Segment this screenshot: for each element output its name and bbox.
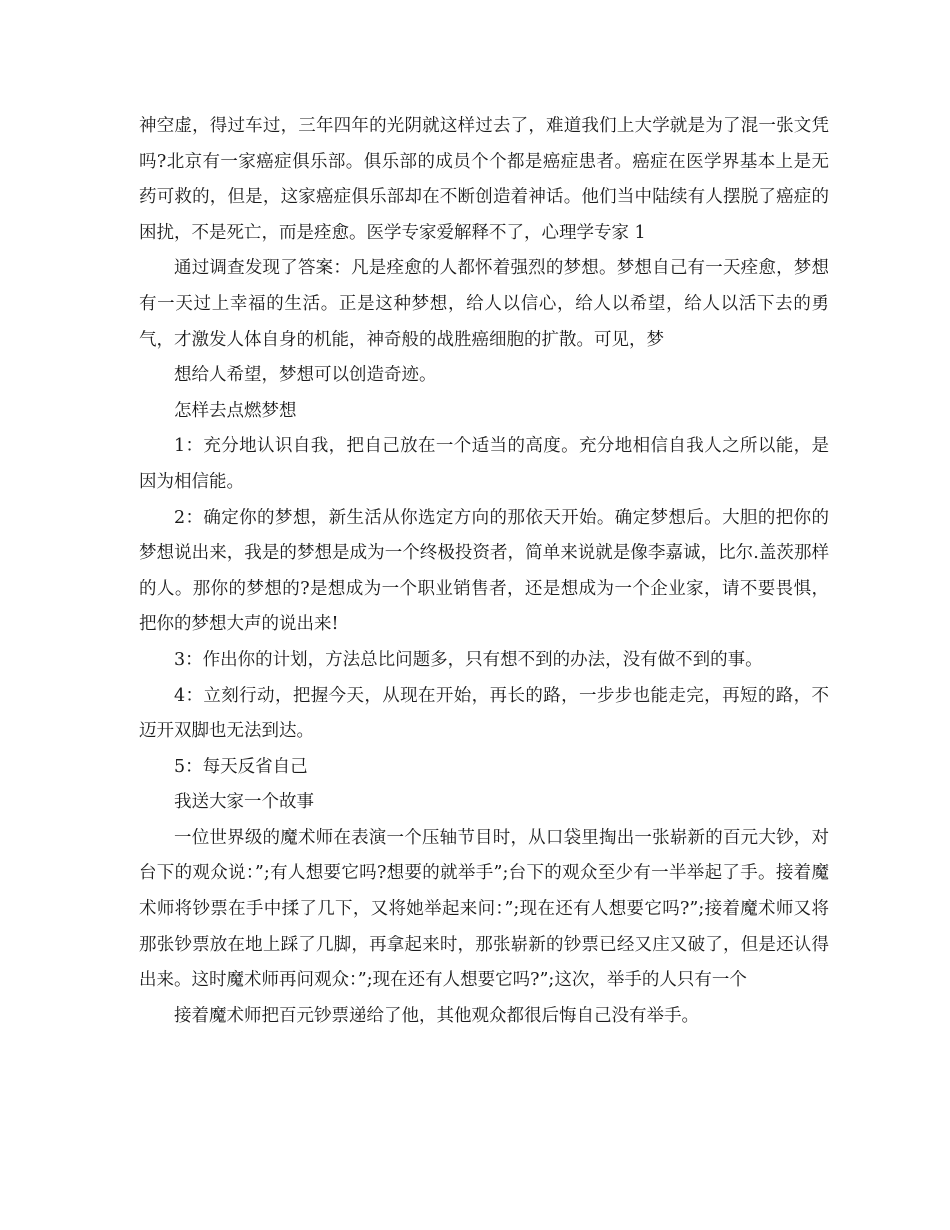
section-heading-ignite-dream: 怎样去点燃梦想 bbox=[174, 400, 297, 421]
paragraph-intro: 神空虚，得过车过，三年四年的光阴就这样过去了，难道我们上大学就是为了混一张文凭吗?北京有一家癌症俱乐部。俱乐部的成员个个都是癌症患者。癌症在医学界基本上是无药可救的，但是，这家癌症俱乐部却在不断创造着神话。他们当中陆续有人摆脱了癌症的困扰，不是死亡，而是痊愈。医学专家爱解释不了，心理学专家 1 bbox=[139, 116, 829, 243]
paragraph-hope: 想给人希望，梦想可以创造奇迹。 bbox=[174, 365, 437, 386]
list-item-step-2: 2：确定你的梦想，新生活从你选定方向的那依天开始。确定梦想后。大胆的把你的梦想说出来，我是的梦想是成为一个终极投资者，简单来说就是像李嘉诚，比尔.盖茨那样的人。那你的梦想的?是想成为一个职业销售者，还是想成为一个企业家，请不要畏惧，把你的梦想大声的说出来! bbox=[139, 507, 829, 635]
paragraph-story-ending: 接着魔术师把百元钞票递给了他，其他观众都很后悔自己没有举手。 bbox=[174, 1005, 699, 1026]
document-body bbox=[139, 109, 829, 1034]
paragraph-magician-story: 一位世界级的魔术师在表演一个压轴节目时，从口袋里掏出一张崭新的百元大钞，对台下的观众说：”;有人想要它吗?想要的就举手”;台下的观众至少有一半举起了手。接着魔术师将钞票在手中揉了几下，又将她举起来问：”;现在还有人想要它吗?”;接着魔术师又将那张钞票放在地上踩了几脚，再拿起来时，那张崭新的钞票已经又庄又破了，但是还认得出来。这时魔术师再问观众：”;现在还有人想要它吗?”;这次，举手的人只有一个 bbox=[139, 827, 829, 991]
list-item-step-1: 1：充分地认识自我，把自己放在一个适当的高度。充分地相信自我人之所以能，是因为相信能。 bbox=[139, 436, 829, 492]
paragraph-survey: 通过调查发现了答案：凡是痊愈的人都怀着强烈的梦想。梦想自己有一天痊愈，梦想有一天过上幸福的生活。正是这种梦想，给人以信心，给人以希望，给人以活下去的勇气，才激发人体自身的机能，神奇般的战胜癌细胞的扩散。可见，梦 bbox=[139, 258, 829, 350]
list-item-step-3: 3：作出你的计划，方法总比问题多，只有想不到的办法，没有做不到的事。 bbox=[174, 649, 763, 670]
list-item-step-4: 4：立刻行动，把握今天，从现在开始，再长的路，一步步也能走完，再短的路，不迈开双脚也无法到达。 bbox=[139, 685, 829, 742]
story-heading: 我送大家一个故事 bbox=[174, 792, 314, 813]
list-item-step-5: 5：每天反省自己 bbox=[174, 756, 308, 777]
